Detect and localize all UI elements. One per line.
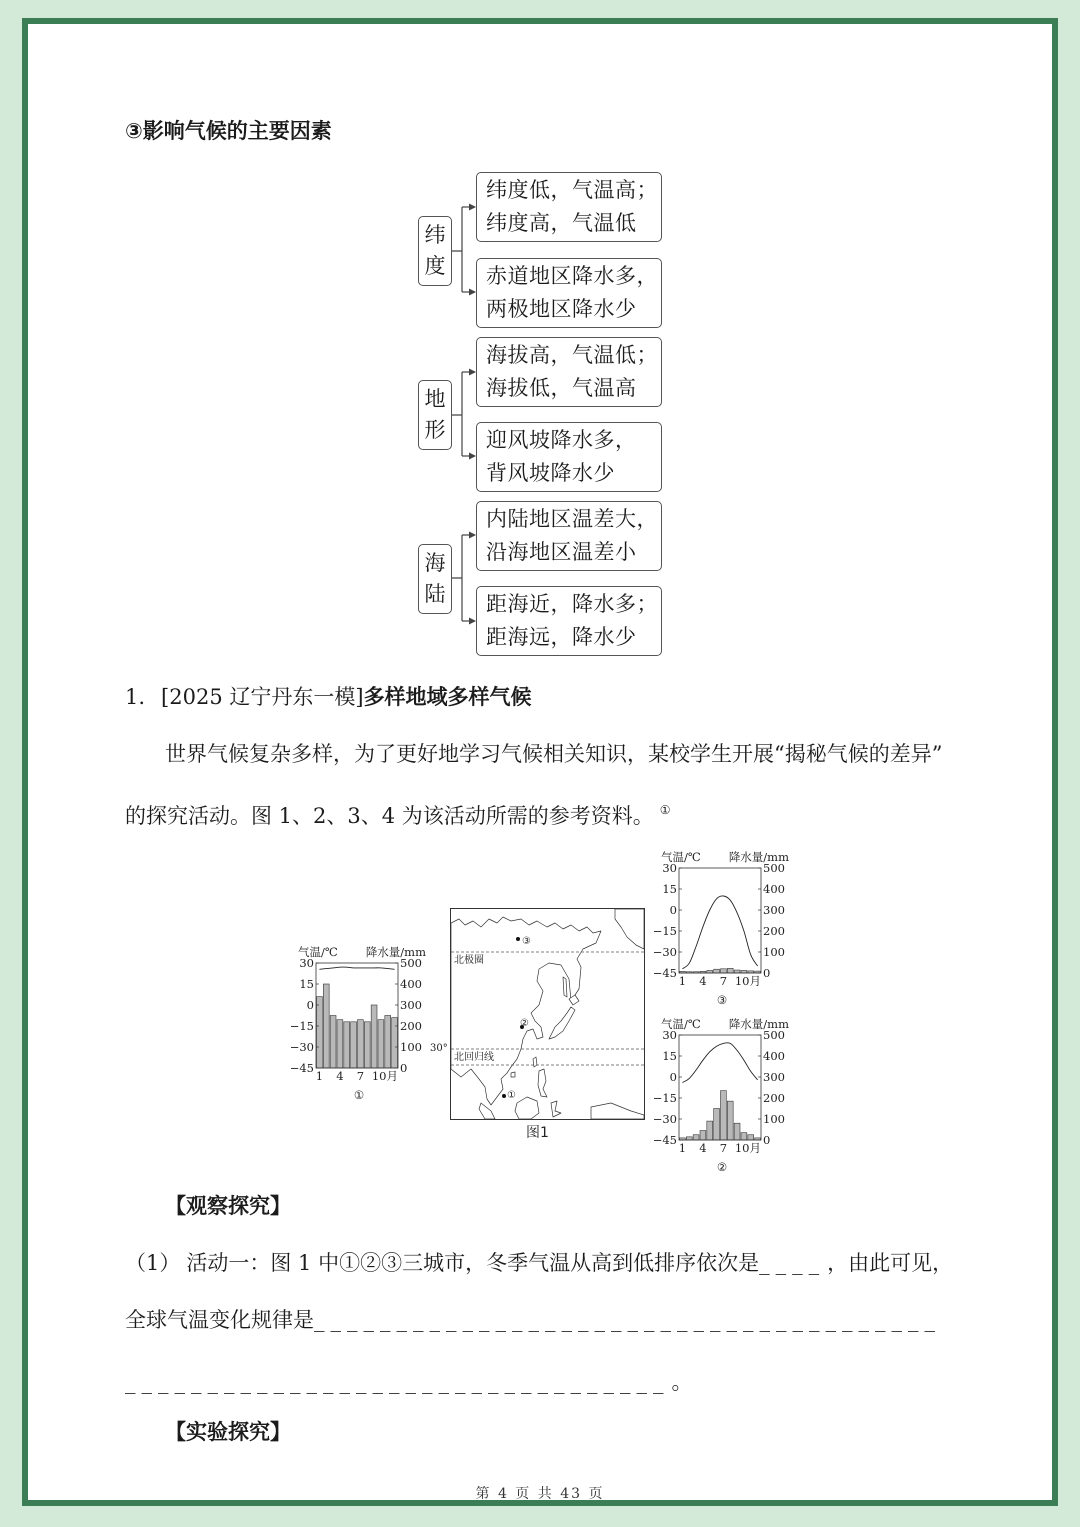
factor-terrain: 地形 [418,380,452,450]
branch-line: 两极地区降水少 [486,297,637,321]
connector-terrain-bracket [452,372,462,456]
left-tick-label: 15 [662,1049,677,1063]
tropic-label: 北回归线 [454,1052,494,1063]
arctic-circle-label: 北极圈 [454,955,484,966]
right-tick-label: 500 [400,956,422,970]
month-label: 4 [699,974,707,988]
right-tick-label: 400 [763,1049,785,1063]
plot-frame [679,868,761,973]
branch-line: 赤道地区降水多， [486,264,658,288]
left-tick-label: 15 [662,882,677,896]
island-borneo [515,1097,539,1119]
left-tick-label: −15 [652,924,677,938]
precipitation-bar-month-3 [330,1016,336,1069]
precipitation-bar-month-6 [351,1022,357,1068]
branch-line: 海拔低，气温高 [486,376,637,400]
left-tick-label: −30 [652,1112,677,1126]
island-hainan [511,1072,515,1077]
month-label: 7 [719,974,728,988]
month-label: 1 [678,1141,687,1155]
right-tick-label: 200 [400,1019,422,1033]
month-label: 10月 [371,1069,398,1083]
climate-chart-2 [653,1012,793,1177]
chart-caption: ② [716,1160,728,1174]
city-marker-2-label: ② [520,1018,529,1029]
temperature-axis-title: 气温/℃ [298,945,338,959]
island-sakhalin [563,977,567,997]
precipitation-axis-title: 降水量/mm [728,1017,789,1031]
chart-caption: ③ [716,993,728,1007]
month-label: 4 [699,1141,707,1155]
island-sumatra [479,1103,495,1119]
island-taiwan [533,1057,537,1067]
left-tick-label: −30 [289,1040,314,1054]
month-label: 1 [678,974,687,988]
city-marker-3-label: ③ [522,936,531,947]
temperature-line [682,1043,757,1083]
precipitation-bar-month-9 [371,1005,377,1068]
figure-caption: 图1 [526,1125,549,1141]
observe-heading: 【观察探究】 [165,1193,291,1218]
precipitation-bar-month-5 [344,1022,350,1068]
precipitation-bar-month-8 [727,1101,733,1140]
branch-land-sea-temperature [476,501,662,571]
left-tick-label: −30 [652,945,677,959]
left-tick-label: 15 [299,977,314,991]
precipitation-bar-month-6 [714,1109,720,1141]
right-tick-label: 0 [763,966,771,980]
intro-line-1: 世界气候复杂多样，为了更好地学习气候相关知识，某校学生开展“揭秘气候的差异” [165,742,943,766]
precipitation-bar-month-1 [317,997,323,1068]
left-tick-label: −45 [652,1133,677,1147]
month-label: 10月 [734,974,761,988]
factor-land-sea: 海陆 [418,544,452,614]
branch-terrain-precipitation [476,422,662,492]
left-tick-label: 30 [662,1028,677,1042]
end-mark: 。 [671,1370,693,1394]
branch-latitude-temperature [476,172,662,242]
climate-chart-1 [290,940,430,1105]
footnote-mark: ① [659,803,671,817]
precipitation-bar-month-10 [741,1133,747,1140]
city-marker-1-dot [502,1094,506,1098]
question-title: 多样地域多样气候 [363,685,532,709]
precipitation-bar-month-7 [358,1020,364,1068]
left-tick-label: −15 [289,1019,314,1033]
question-1-line-2-text: 全球气温变化规律是 [125,1308,314,1332]
precipitation-bar-month-4 [700,1131,706,1140]
month-label: 4 [336,1069,344,1083]
precipitation-bar-month-7 [721,969,727,973]
branch-line: 迎风坡降水多， [486,428,637,452]
precipitation-bar-month-7 [721,1091,727,1140]
page-footer: 第 4 页 共 43 页 [475,1486,605,1502]
branch-line: 海拔高，气温低； [486,343,658,367]
temperature-axis-title: 气温/℃ [661,850,701,864]
latitude-30-label: 30° [430,1043,448,1054]
question-1-line [125,1249,953,1277]
answer-blank-1: ____ [759,1251,826,1275]
plot-frame [679,1035,761,1140]
precipitation-bar-month-3 [693,1135,699,1140]
left-tick-label: 30 [299,956,314,970]
branch-line: 距海近，降水多； [486,592,658,616]
right-tick-label: 400 [400,977,422,991]
island-japan [549,1007,575,1039]
precipitation-bar-month-4 [337,1020,343,1068]
precipitation-bar-month-8 [727,968,733,973]
islands-philippines [538,1069,547,1097]
question-1-prefix: （1） [125,1251,181,1275]
right-tick-label: 300 [763,1070,785,1084]
precipitation-axis-title: 降水量/mm [365,945,426,959]
map-figure [450,908,645,1120]
branch-line: 纬度高，气温低 [486,211,637,235]
precipitation-bar-month-9 [734,1123,740,1140]
precipitation-bar-month-10 [378,1020,384,1068]
right-tick-label: 200 [763,1091,785,1105]
left-tick-label: −15 [652,1091,677,1105]
landmass-alaska [615,909,644,949]
right-tick-label: 100 [763,1112,785,1126]
intro-line-2-text: 的探究活动。图 1、2、3、4 为该活动所需的参考资料。 [125,804,654,828]
precipitation-bar-month-8 [364,1022,370,1068]
branch-terrain-temperature [476,337,662,407]
precipitation-bar-month-5 [707,1121,713,1140]
city-marker-3-dot [516,937,520,941]
left-tick-label: −45 [652,966,677,980]
branch-latitude-precipitation [476,258,662,328]
chart-caption: ① [353,1088,365,1102]
city-marker-1-label: ① [507,1090,516,1101]
right-tick-label: 300 [400,998,422,1012]
section-title: ③影响气候的主要因素 [125,119,332,143]
precipitation-axis-title: 降水量/mm [728,850,789,864]
branch-line: 距海远，降水少 [486,625,637,649]
question-1-tail: ，由此可见， [827,1251,954,1275]
connector-latitude-bracket [452,207,462,292]
branch-line: 内陆地区温差大， [486,507,658,531]
question-heading [125,683,532,711]
island-sulawesi [551,1101,561,1117]
temperature-line [319,967,394,969]
right-tick-label: 100 [400,1040,422,1054]
experiment-heading: 【实验探究】 [165,1419,291,1444]
left-tick-label: 0 [306,998,314,1012]
left-tick-label: 0 [669,903,677,917]
branch-line: 沿海地区温差小 [486,540,637,564]
right-tick-label: 200 [763,924,785,938]
right-tick-label: 0 [763,1133,771,1147]
temperature-line [682,896,757,969]
left-tick-label: −45 [289,1061,314,1075]
question-number: 1. [125,685,146,709]
branch-land-sea-precipitation [476,586,662,656]
precipitation-bar-month-2 [323,984,329,1068]
month-label: 1 [315,1069,324,1083]
answer-blank-2: ______________________________________ [314,1308,941,1332]
precipitation-bar-month-11 [385,1016,391,1069]
factor-latitude: 纬度 [418,216,452,286]
question-1-line-3 [125,1368,693,1396]
right-tick-label: 400 [763,882,785,896]
island-new-guinea [591,1103,644,1119]
right-tick-label: 500 [763,861,785,875]
month-label: 10月 [734,1141,761,1155]
right-tick-label: 0 [400,1061,408,1075]
question-1-line-2 [125,1306,941,1334]
precipitation-bar-month-9 [734,970,740,973]
right-tick-label: 300 [763,903,785,917]
question-source: [2025 辽宁丹东一模] [161,685,364,709]
month-label: 7 [719,1141,728,1155]
month-label: 7 [356,1069,365,1083]
precipitation-bar-month-2 [686,1137,692,1140]
branch-line: 背风坡降水少 [486,461,615,485]
right-tick-label: 500 [763,1028,785,1042]
connector-land-sea-bracket [452,535,462,621]
right-tick-label: 100 [763,945,785,959]
branch-line: 纬度低，气温高； [486,178,658,202]
climate-chart-3 [653,845,793,1010]
intro-line-2 [125,796,671,830]
answer-blank-3: _________________________________ [125,1370,670,1394]
precipitation-bar-month-6 [714,969,720,973]
precipitation-bar-month-12 [392,1018,398,1068]
left-tick-label: 30 [662,861,677,875]
precipitation-bar-month-11 [748,1135,754,1140]
left-tick-label: 0 [669,1070,677,1084]
temperature-axis-title: 气温/℃ [661,1017,701,1031]
question-1-text: 活动一：图 1 中①②③三城市，冬季气温从高到低排序依次是 [186,1251,760,1275]
